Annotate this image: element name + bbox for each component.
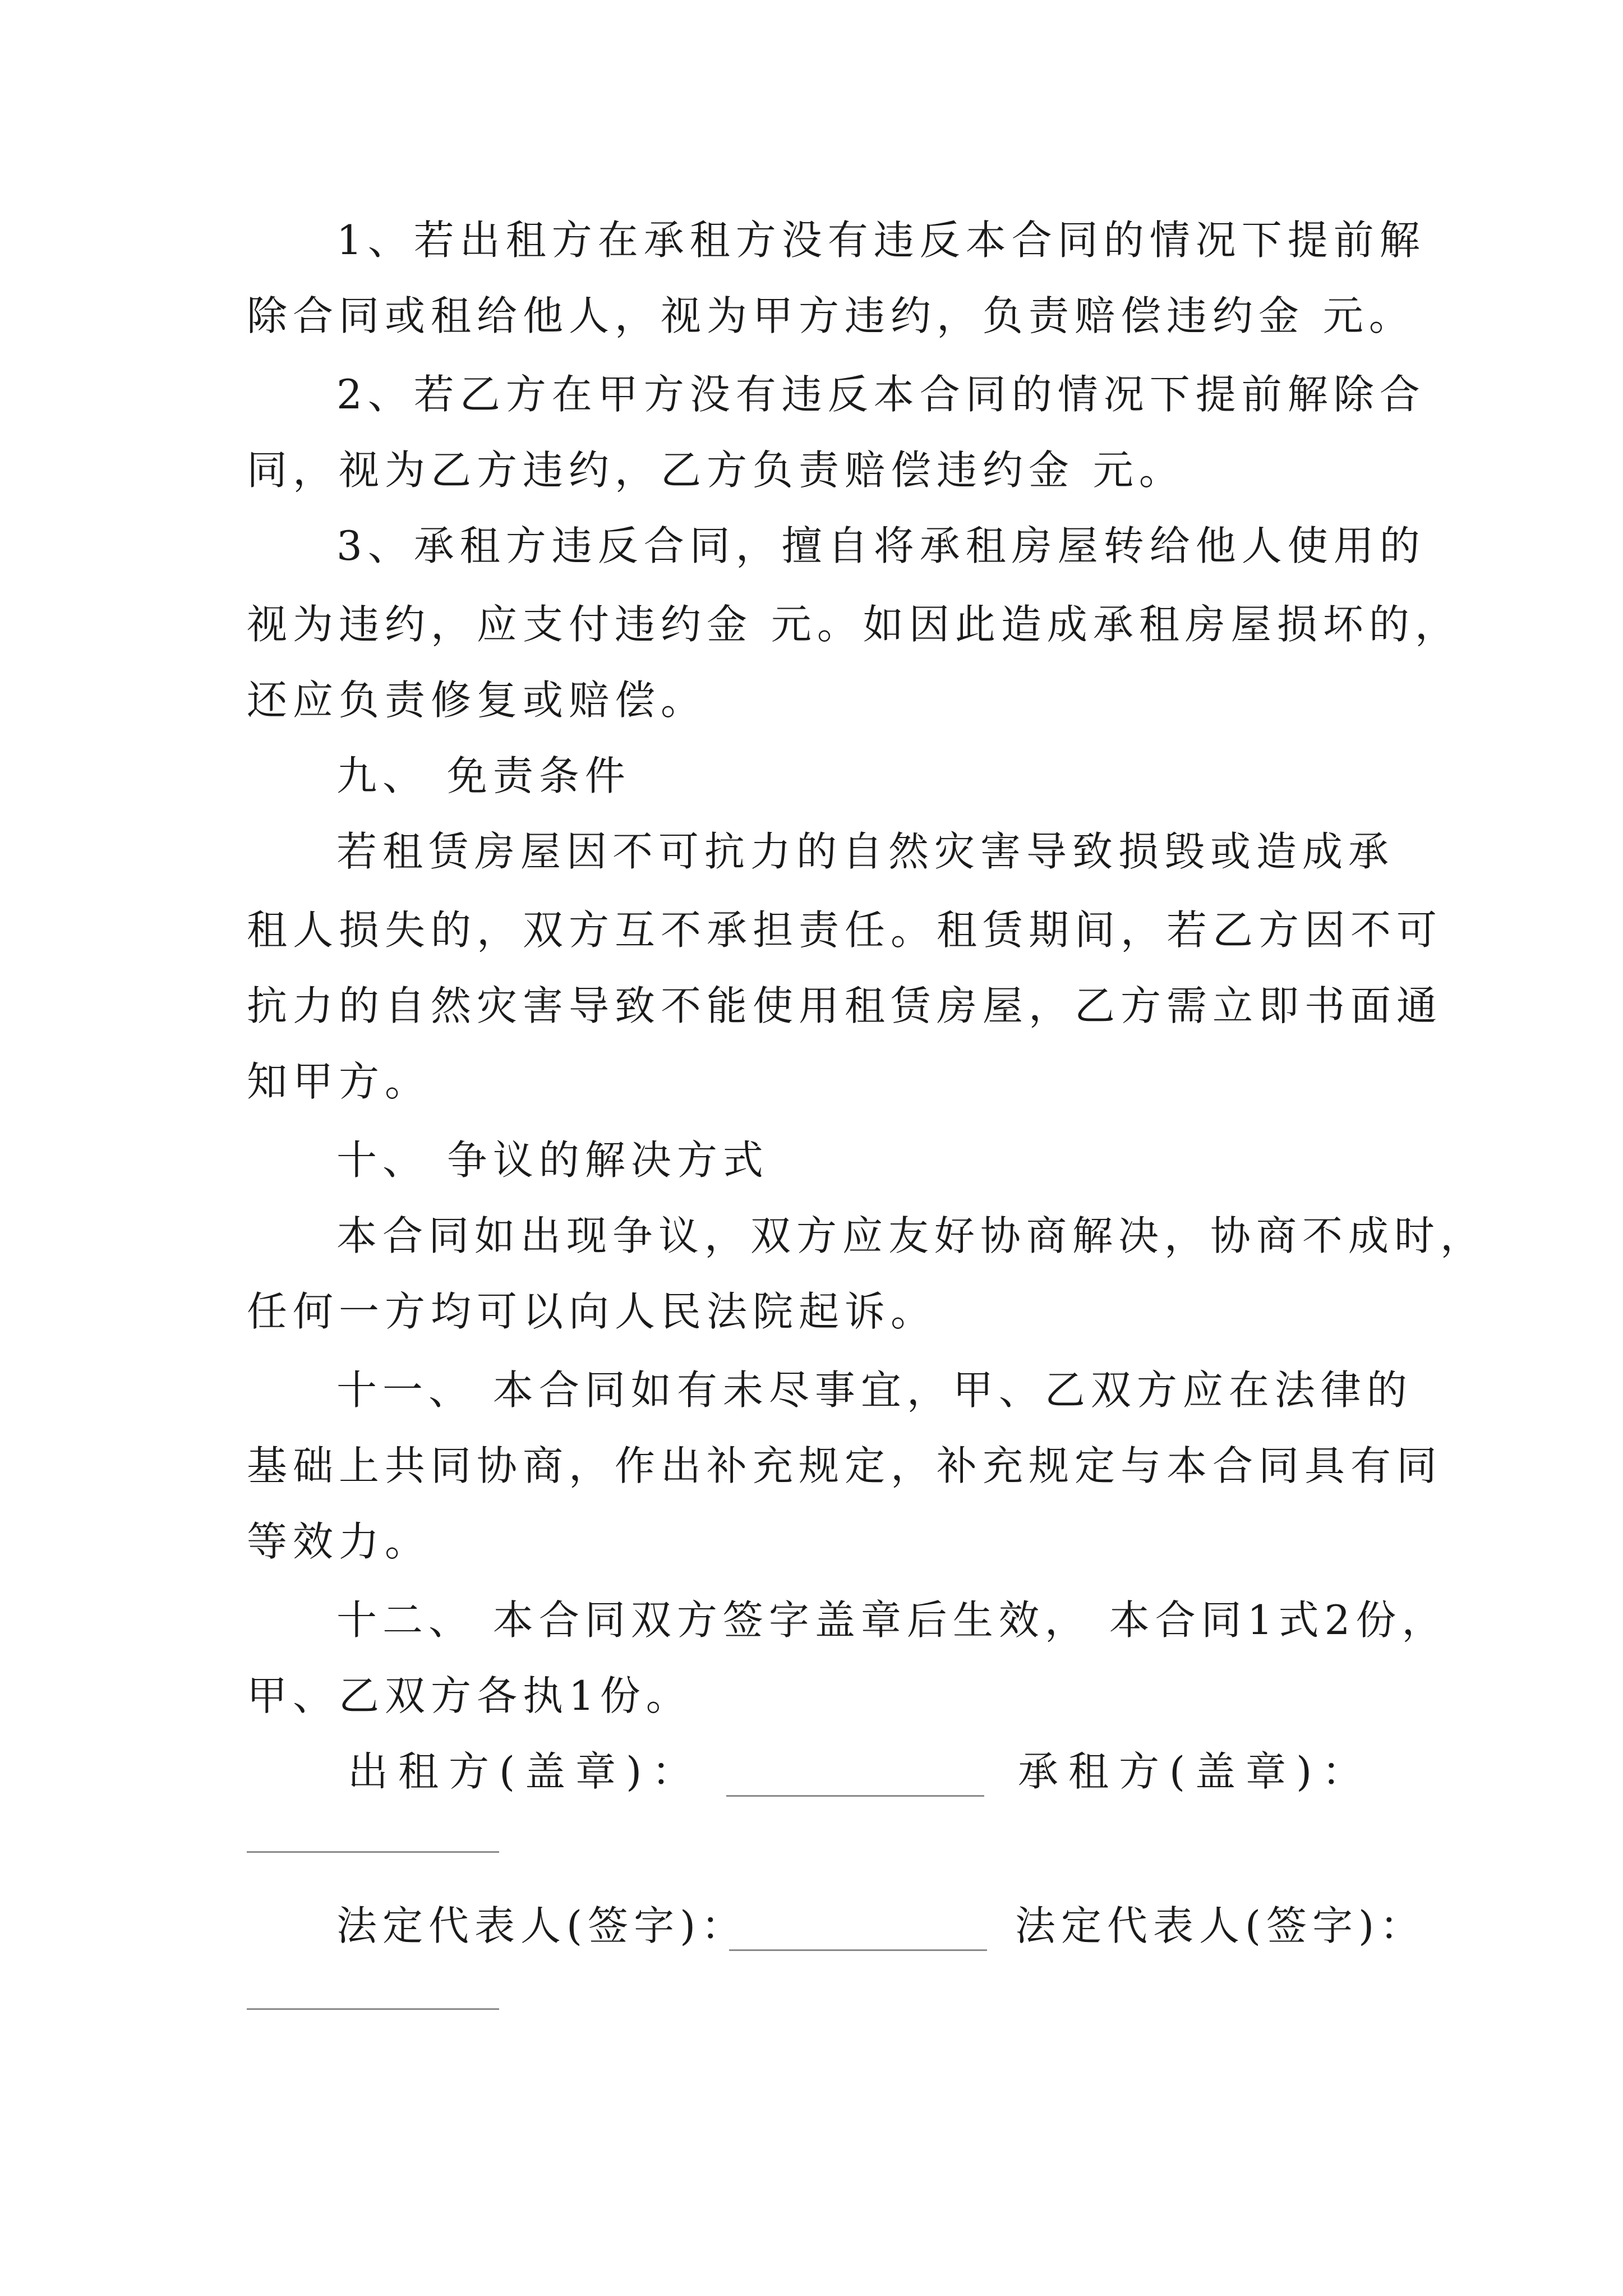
paragraph-line: 本合同如出现争议，双方应友好协商解决，协商不成时， [336, 1212, 1487, 1259]
paragraph-line: 知甲方。 [247, 1058, 431, 1105]
lessee-seal-label: 承租方(盖章)： [1018, 1748, 1373, 1795]
paragraph-line: 十二、 本合同双方签字盖章后生效， 本合同1式2份， [336, 1596, 1448, 1644]
paragraph-line: 甲、乙双方各执1份。 [247, 1672, 692, 1719]
paragraph-line: 除合同或租给他人，视为甲方违约，负责赔偿违约金 元。 [247, 292, 1415, 339]
lessee-seal-blank[interactable] [247, 1851, 499, 1853]
paragraph-line: 还应负责修复或赔偿。 [247, 677, 707, 724]
paragraph-line: 等效力。 [247, 1518, 431, 1565]
paragraph-line: 同，视为乙方违约，乙方负责赔偿违约金 元。 [247, 447, 1185, 494]
lessor-representative-blank[interactable] [729, 1949, 987, 1951]
paragraph-line: 基础上共同协商，作出补充规定，补充规定与本合同具有同 [247, 1442, 1443, 1489]
lessor-seal-label: 出租方(盖章)： [348, 1748, 703, 1795]
lessee-representative-blank[interactable] [247, 2008, 499, 2010]
paragraph-line: 抗力的自然灾害导致不能使用租赁房屋，乙方需立即书面通 [247, 982, 1443, 1029]
section-heading: 九、 免责条件 [336, 752, 631, 799]
lessor-seal-blank[interactable] [726, 1795, 984, 1797]
paragraph-line: 2、若乙方在甲方没有违反本合同的情况下提前解除合 [336, 371, 1426, 418]
paragraph-line: 3、承租方违反合同，擅自将承租房屋转给他人使用的 [336, 522, 1426, 569]
paragraph-line: 视为违约，应支付违约金 元。如因此造成承租房屋损坏的， [247, 601, 1461, 648]
lessee-representative-label: 法定代表人(签字)： [1015, 1902, 1426, 1949]
paragraph-line: 若租赁房屋因不可抗力的自然灾害导致损毁或造成承 [336, 828, 1395, 875]
paragraph-line: 十一、 本合同如有未尽事宜，甲、乙双方应在法律的 [336, 1366, 1413, 1414]
paragraph-line: 任何一方均可以向人民法院起诉。 [247, 1288, 937, 1335]
paragraph-line: 1、若出租方在承租方没有违反本合同的情况下提前解 [336, 217, 1426, 264]
section-heading: 十、 争议的解决方式 [336, 1137, 769, 1184]
paragraph-line: 租人损失的，双方互不承担责任。租赁期间，若乙方因不可 [247, 907, 1443, 954]
lessor-representative-label: 法定代表人(签字)： [336, 1902, 748, 1949]
